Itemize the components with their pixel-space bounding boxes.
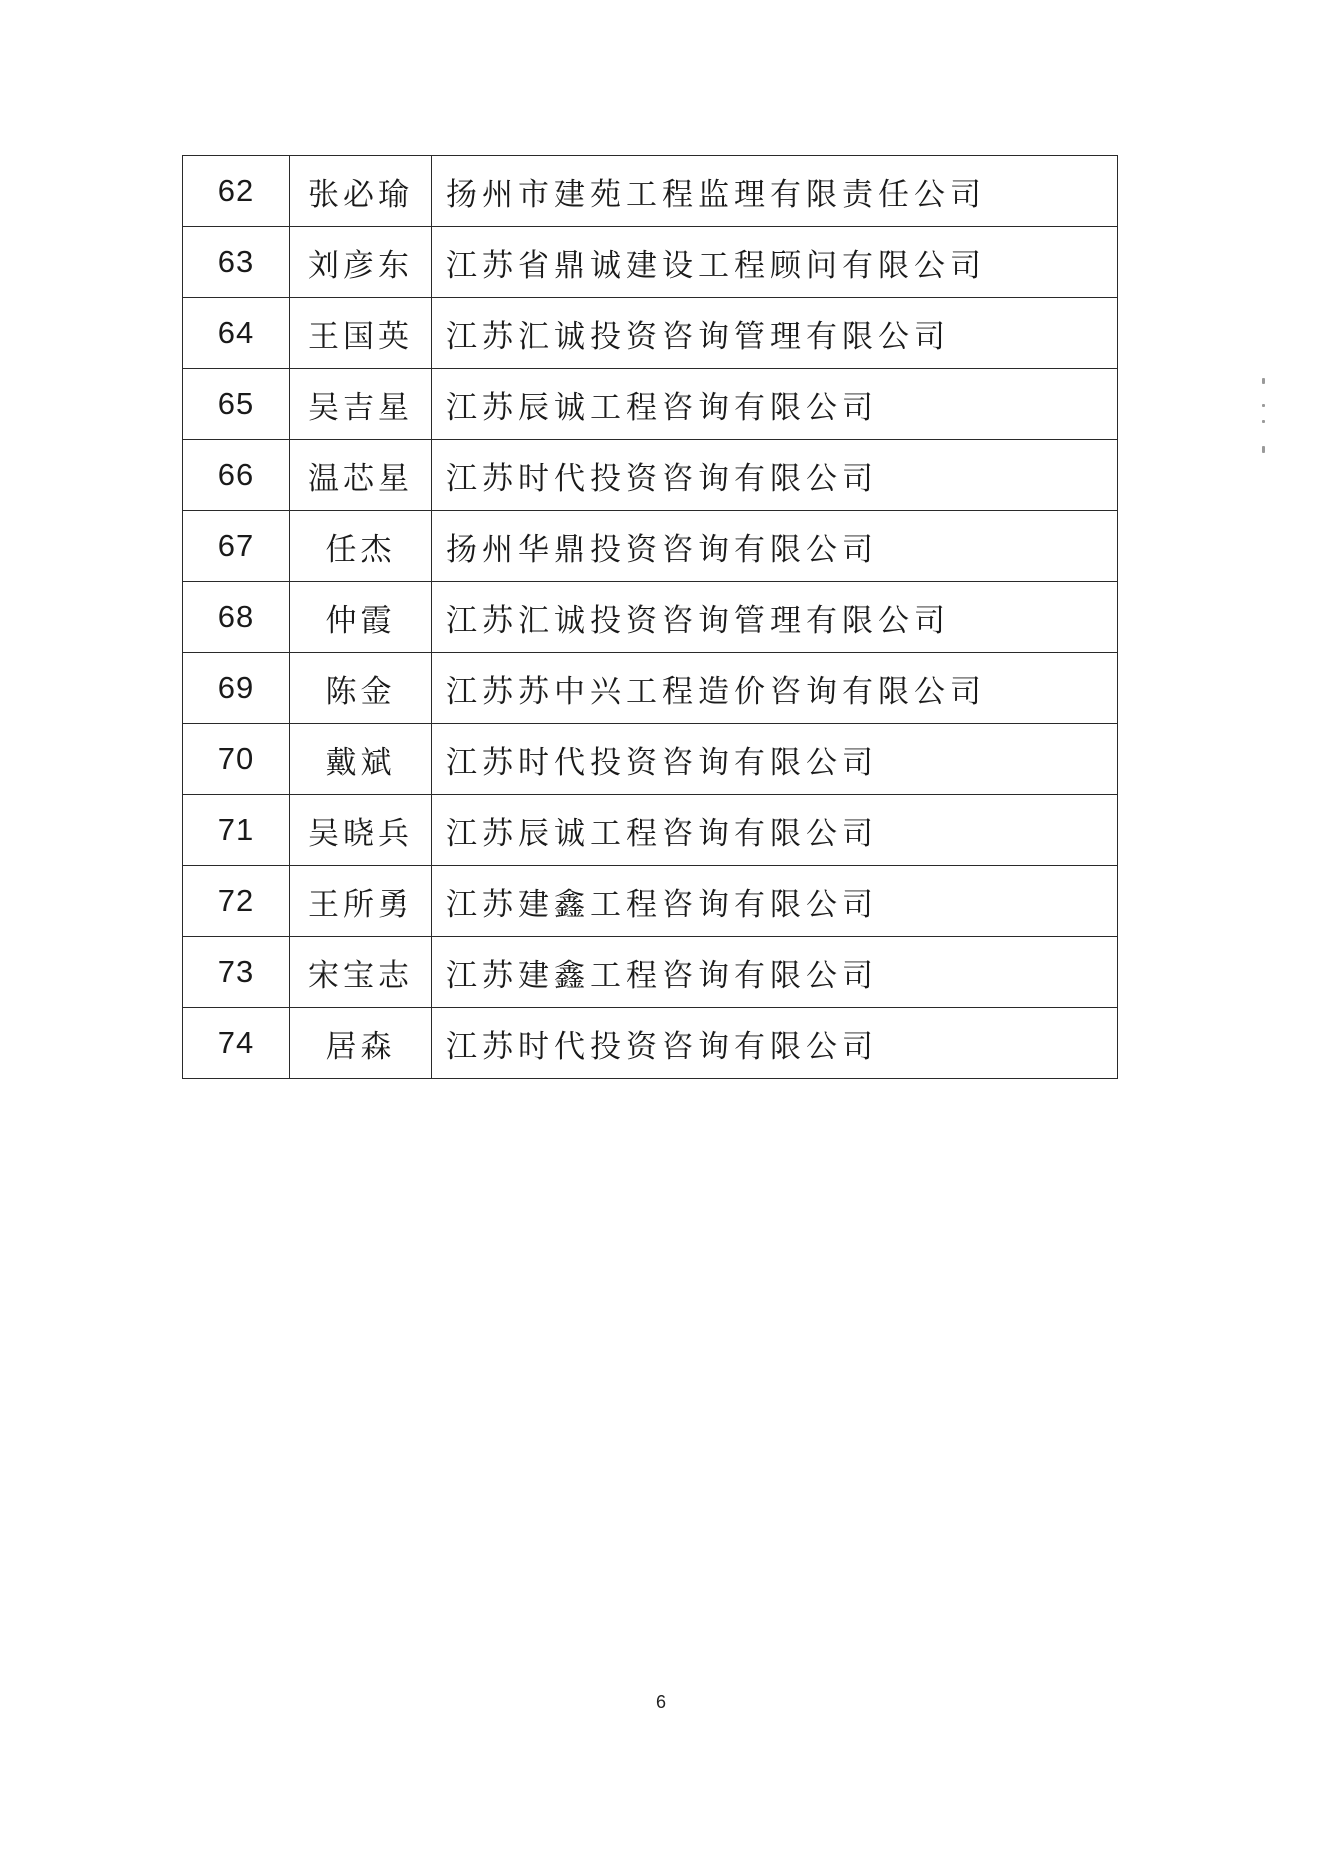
- company-name: 江苏辰诚工程咨询有限公司: [432, 795, 1118, 866]
- row-number: 70: [183, 724, 290, 795]
- company-name: 江苏时代投资咨询有限公司: [432, 1008, 1118, 1079]
- company-name: 江苏汇诚投资咨询管理有限公司: [432, 298, 1118, 369]
- table-row: [183, 227, 1118, 298]
- person-name: 王所勇: [290, 866, 432, 937]
- person-name: 刘彦东: [290, 227, 432, 298]
- table-row: [183, 582, 1118, 653]
- company-name: 扬州华鼎投资咨询有限公司: [432, 511, 1118, 582]
- company-name: 江苏时代投资咨询有限公司: [432, 724, 1118, 795]
- company-name: 江苏时代投资咨询有限公司: [432, 440, 1118, 511]
- person-name: 张必瑜: [290, 156, 432, 227]
- row-number: 62: [183, 156, 290, 227]
- row-number: 67: [183, 511, 290, 582]
- roster-table: [182, 155, 1118, 1079]
- person-name: 仲霞: [290, 582, 432, 653]
- row-number: 74: [183, 1008, 290, 1079]
- row-number: 66: [183, 440, 290, 511]
- page-number: 6: [655, 1692, 666, 1712]
- scan-mark: [1262, 420, 1265, 423]
- person-name: 任杰: [290, 511, 432, 582]
- table-row: [183, 795, 1118, 866]
- person-name: 吴晓兵: [290, 795, 432, 866]
- table-row: [183, 1008, 1118, 1079]
- roster-table-body: [183, 156, 1118, 1079]
- table-row: [183, 369, 1118, 440]
- person-name: 吴吉星: [290, 369, 432, 440]
- company-name: 江苏建鑫工程咨询有限公司: [432, 937, 1118, 1008]
- row-number: 69: [183, 653, 290, 724]
- company-name: 江苏建鑫工程咨询有限公司: [432, 866, 1118, 937]
- table-row: [183, 440, 1118, 511]
- scan-mark: [1262, 446, 1265, 453]
- person-name: 温芯星: [290, 440, 432, 511]
- company-name: 扬州市建苑工程监理有限责任公司: [432, 156, 1118, 227]
- company-name: 江苏汇诚投资咨询管理有限公司: [432, 582, 1118, 653]
- person-name: 王国英: [290, 298, 432, 369]
- table-row: [183, 156, 1118, 227]
- person-name: 陈金: [290, 653, 432, 724]
- row-number: 71: [183, 795, 290, 866]
- row-number: 63: [183, 227, 290, 298]
- scan-mark: [1262, 378, 1265, 384]
- table-row: [183, 653, 1118, 724]
- table-row: [183, 866, 1118, 937]
- row-number: 73: [183, 937, 290, 1008]
- table-row: [183, 298, 1118, 369]
- person-name: 居森: [290, 1008, 432, 1079]
- person-name: 宋宝志: [290, 937, 432, 1008]
- scan-mark: [1262, 404, 1265, 407]
- row-number: 64: [183, 298, 290, 369]
- table-row: [183, 937, 1118, 1008]
- company-name: 江苏苏中兴工程造价咨询有限公司: [432, 653, 1118, 724]
- row-number: 65: [183, 369, 290, 440]
- table-row: [183, 724, 1118, 795]
- table-row: [183, 511, 1118, 582]
- row-number: 68: [183, 582, 290, 653]
- company-name: 江苏省鼎诚建设工程顾问有限公司: [432, 227, 1118, 298]
- company-name: 江苏辰诚工程咨询有限公司: [432, 369, 1118, 440]
- row-number: 72: [183, 866, 290, 937]
- person-name: 戴斌: [290, 724, 432, 795]
